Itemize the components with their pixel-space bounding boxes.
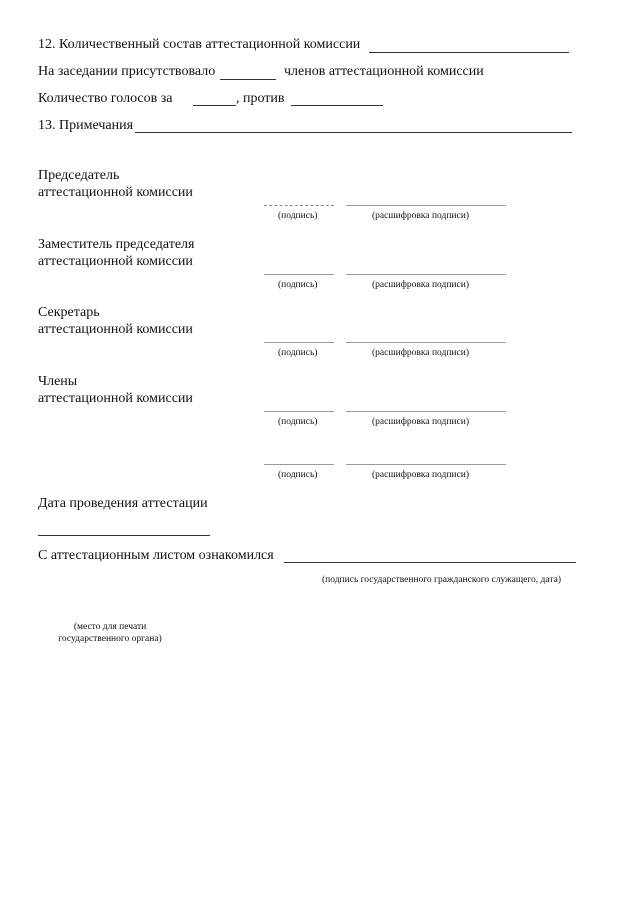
secretary-role-line1: Секретарь <box>38 305 100 320</box>
member2-decode-caption: (расшифровка подписи) <box>372 470 469 480</box>
votes-against-blank[interactable] <box>291 105 383 106</box>
notes-blank[interactable] <box>135 132 572 133</box>
member2-decode-blank[interactable] <box>346 464 506 465</box>
acquainted-caption: (подпись государственного гражданского служащего, дата) <box>322 575 562 585</box>
item-12-blank[interactable] <box>369 52 569 53</box>
votes-for-blank[interactable] <box>193 105 236 106</box>
deputy-role-line1: Заместитель председателя <box>38 237 195 252</box>
deputy-role-line2: аттестационной комиссии <box>38 254 193 269</box>
deputy-decode-caption: (расшифровка подписи) <box>372 280 469 290</box>
deputy-signature-blank[interactable] <box>264 274 334 275</box>
votes-against-label: , против <box>236 91 285 106</box>
chairman-signature-blank[interactable] <box>264 205 334 206</box>
item-13-label: 13. Примечания <box>38 118 134 133</box>
chairman-role-line1: Председатель <box>38 168 120 183</box>
attestation-date-blank[interactable] <box>38 535 210 536</box>
member1-decode-caption: (расшифровка подписи) <box>372 417 469 427</box>
item-12-label: 12. Количественный состав аттестационной комиссии <box>38 37 361 52</box>
acquainted-blank[interactable] <box>284 562 576 563</box>
member1-decode-blank[interactable] <box>346 411 506 412</box>
stamp-place-line2: государственного органа) <box>58 634 162 644</box>
secretary-signature-caption: (подпись) <box>278 348 318 358</box>
chairman-role-line2: аттестационной комиссии <box>38 185 193 200</box>
deputy-decode-blank[interactable] <box>346 274 506 275</box>
acquainted-label: С аттестационным листом ознакомился <box>38 548 274 563</box>
votes-for-label: Количество голосов за <box>38 91 173 106</box>
members-role-line1: Члены <box>38 374 78 389</box>
member2-signature-caption: (подпись) <box>278 470 318 480</box>
present-prefix: На заседании присутствовало <box>38 64 216 79</box>
present-suffix: членов аттестационной комиссии <box>284 64 484 79</box>
stamp-place-line1: (место для печати <box>73 622 147 632</box>
secretary-signature-blank[interactable] <box>264 342 334 343</box>
deputy-signature-caption: (подпись) <box>278 280 318 290</box>
present-count-blank[interactable] <box>220 79 276 80</box>
member2-signature-blank[interactable] <box>264 464 334 465</box>
chairman-decode-caption: (расшифровка подписи) <box>372 211 469 221</box>
members-role-line2: аттестационной комиссии <box>38 391 193 406</box>
chairman-decode-blank[interactable] <box>346 205 506 206</box>
secretary-decode-blank[interactable] <box>346 342 506 343</box>
chairman-signature-caption: (подпись) <box>278 211 318 221</box>
member1-signature-blank[interactable] <box>264 411 334 412</box>
attestation-date-label: Дата проведения аттестации <box>38 496 208 511</box>
secretary-decode-caption: (расшифровка подписи) <box>372 348 469 358</box>
member1-signature-caption: (подпись) <box>278 417 318 427</box>
secretary-role-line2: аттестационной комиссии <box>38 322 193 337</box>
